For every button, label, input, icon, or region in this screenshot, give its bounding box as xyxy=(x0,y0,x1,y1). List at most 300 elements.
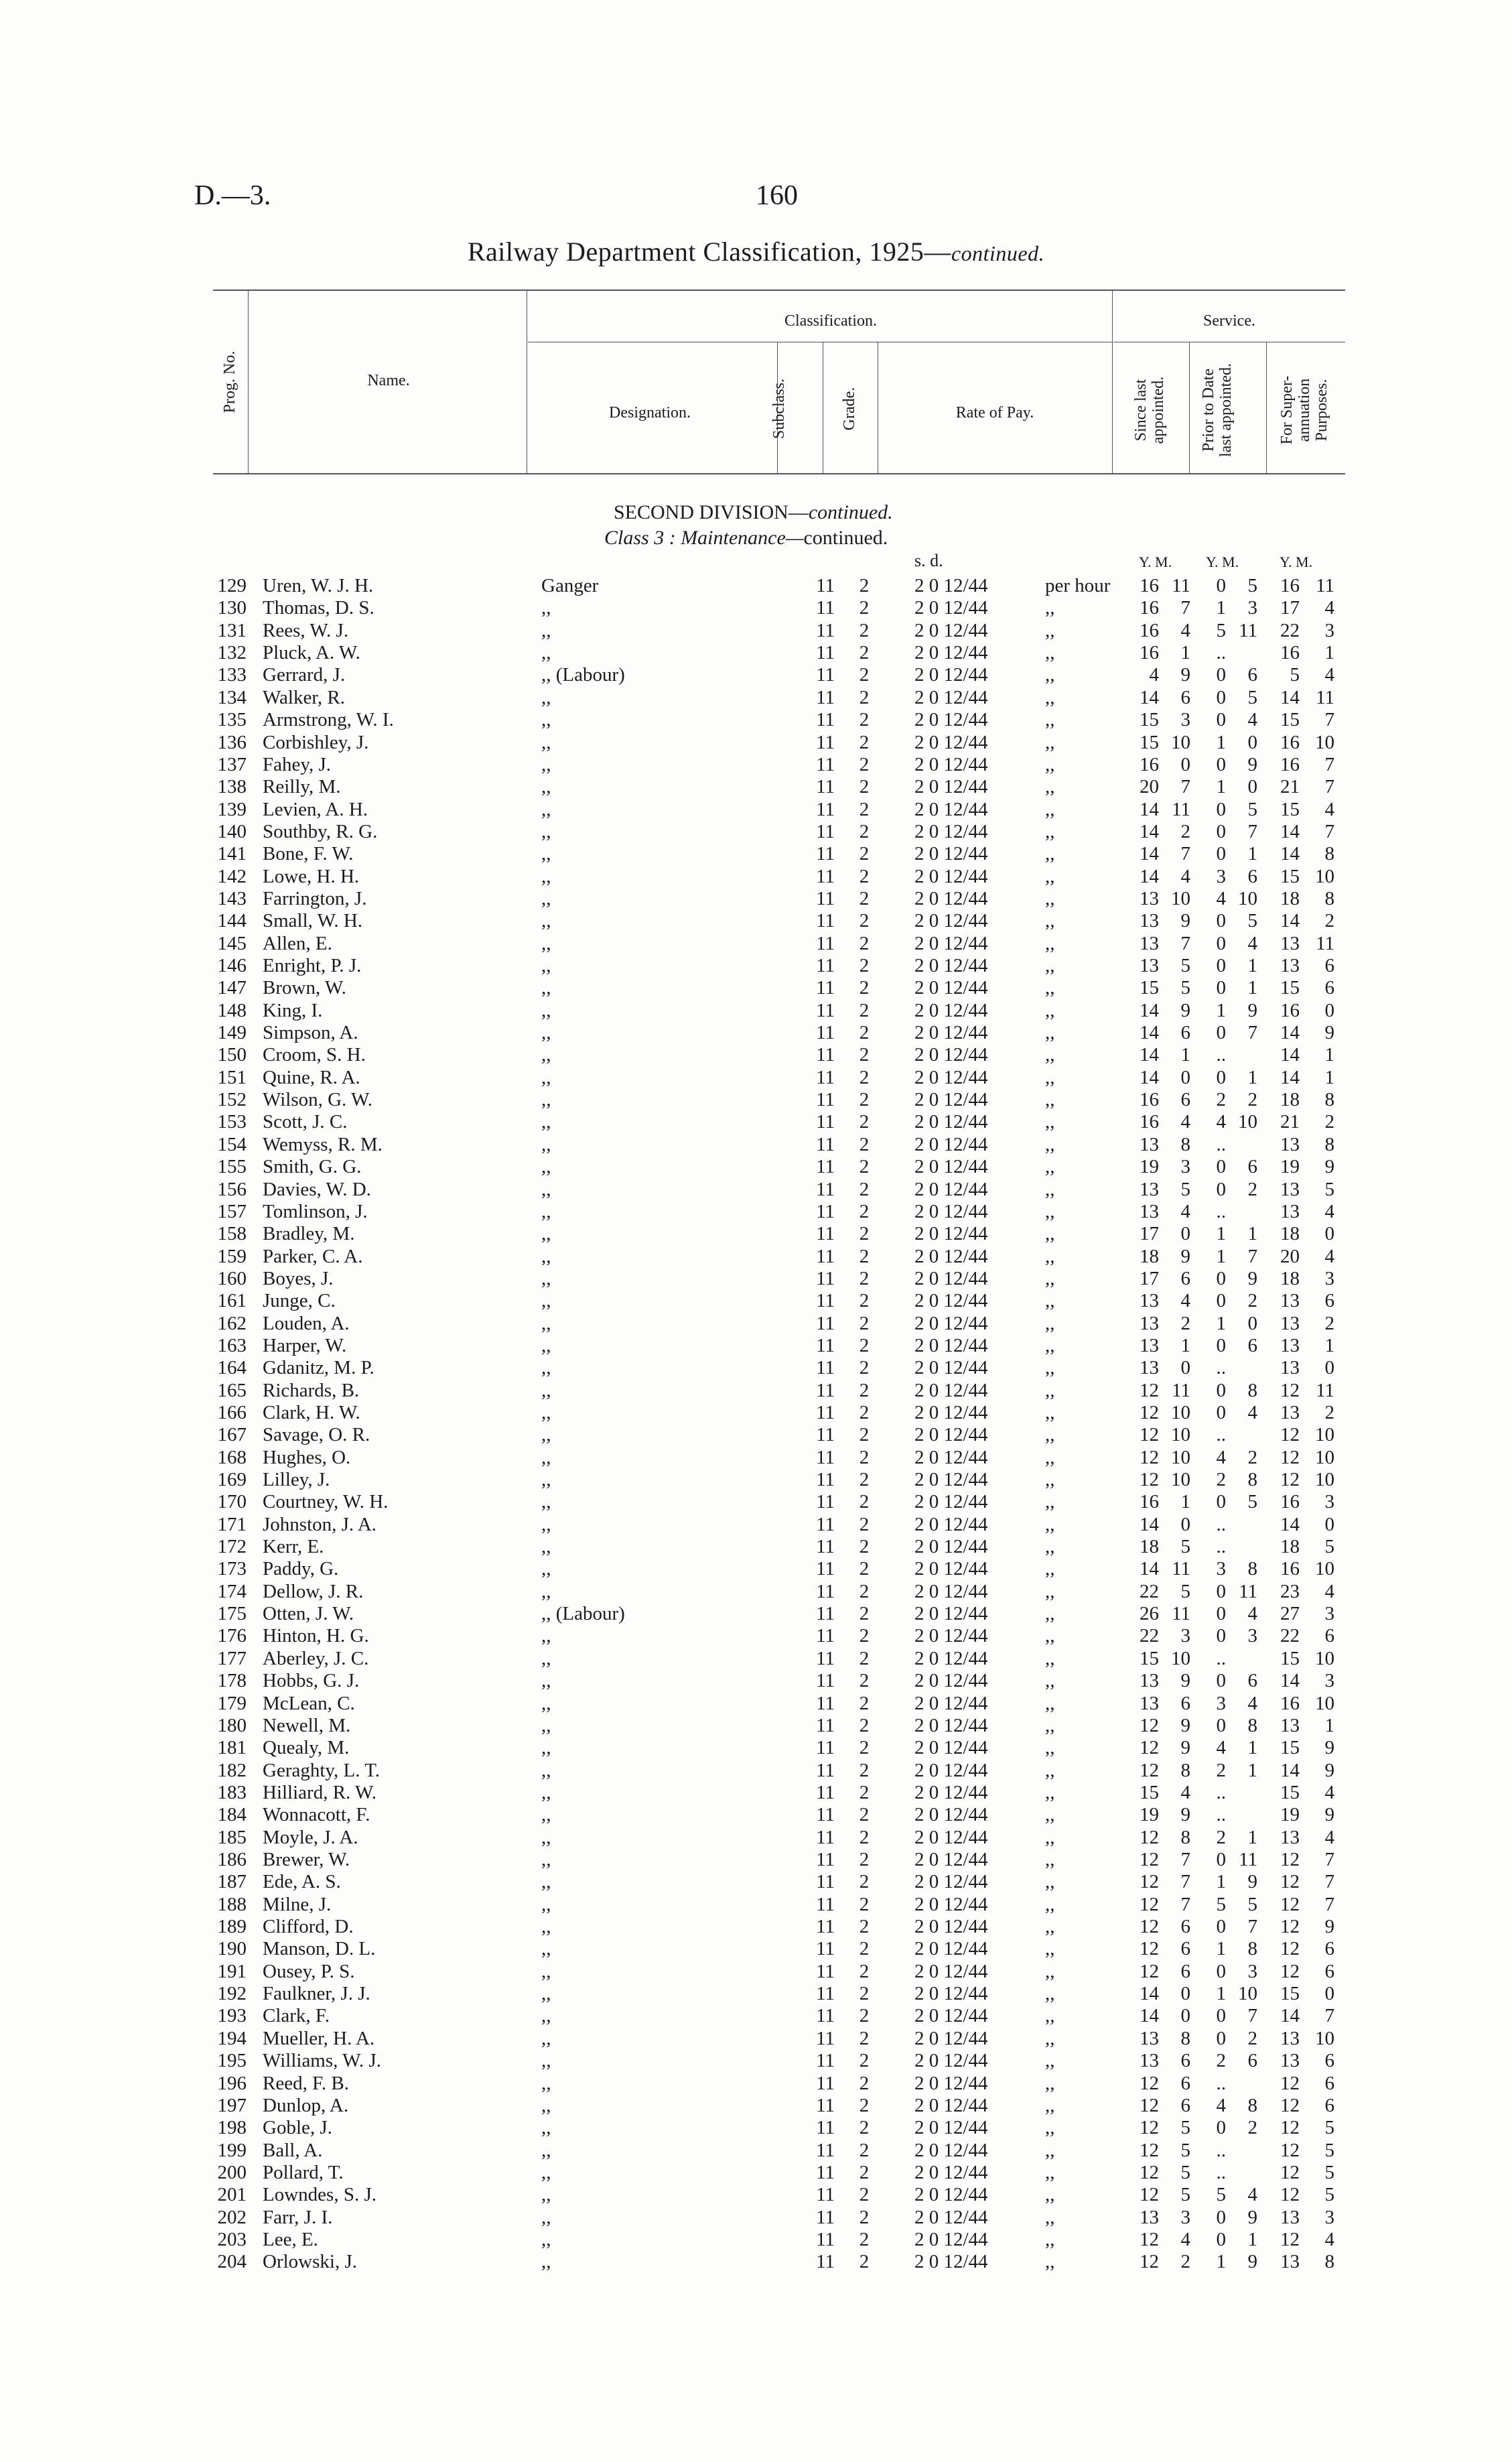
row-prog-no: 141 xyxy=(217,843,247,865)
row-super-years: 13 xyxy=(1280,1401,1300,1423)
row-rate-unit: ,, xyxy=(1045,1022,1055,1043)
row-grade: 2 xyxy=(859,1357,870,1379)
row-grade: 2 xyxy=(859,597,870,619)
row-since-years: 19 xyxy=(1140,1804,1159,1826)
row-rate-unit: ,, xyxy=(1045,2027,1055,2049)
col-divider xyxy=(1189,342,1190,474)
row-designation: ,, xyxy=(541,843,551,865)
row-prior-years: 0 xyxy=(1216,1022,1226,1043)
row-prog-no: 177 xyxy=(217,1647,247,1669)
row-designation: ,, xyxy=(541,1267,551,1289)
row-name: Farrington, J. xyxy=(263,887,367,909)
row-super-years: 19 xyxy=(1280,1804,1300,1826)
row-subclass: 11 xyxy=(816,2139,835,2161)
row-super-months: 6 xyxy=(1324,2050,1334,2072)
row-name: Hilliard, R. W. xyxy=(263,1781,376,1803)
row-prior-months: 1 xyxy=(1247,1066,1257,1088)
row-prior-years: 5 xyxy=(1216,1893,1226,1915)
row-rate-unit: ,, xyxy=(1045,820,1055,842)
row-prior-months: 9 xyxy=(1247,999,1257,1021)
row-prior-months: 4 xyxy=(1247,1401,1257,1423)
row-since-years: 17 xyxy=(1140,1223,1159,1245)
row-designation: ,, xyxy=(541,2251,551,2273)
row-grade: 2 xyxy=(859,820,870,842)
table-row xyxy=(0,597,1512,619)
row-prior-years: 0 xyxy=(1216,977,1226,999)
row-prior-years: .. xyxy=(1216,1424,1226,1446)
row-prog-no: 155 xyxy=(217,1156,247,1178)
row-prior-years: 1 xyxy=(1216,776,1226,798)
row-designation: ,, xyxy=(541,1781,551,1803)
row-grade: 2 xyxy=(859,686,870,708)
row-prog-no: 165 xyxy=(217,1379,247,1401)
row-prior-years: 4 xyxy=(1216,1111,1226,1133)
row-designation: ,, xyxy=(541,1871,551,1893)
row-prog-no: 167 xyxy=(217,1424,247,1446)
row-grade: 2 xyxy=(859,887,870,909)
row-rate: 2 0 12/44 xyxy=(914,1759,988,1781)
row-since-months: 9 xyxy=(1180,999,1190,1021)
row-prog-no: 129 xyxy=(217,575,247,596)
row-since-years: 17 xyxy=(1140,1267,1159,1289)
row-since-years: 15 xyxy=(1140,1781,1159,1803)
row-super-years: 14 xyxy=(1280,1513,1300,1535)
row-rate: 2 0 12/44 xyxy=(914,753,988,775)
row-prog-no: 168 xyxy=(217,1446,247,1468)
row-super-years: 14 xyxy=(1280,1022,1300,1043)
row-prior-months: 9 xyxy=(1247,1267,1257,1289)
row-grade: 2 xyxy=(859,709,870,731)
row-prior-months: 1 xyxy=(1247,1223,1257,1245)
row-rate-unit: ,, xyxy=(1045,1916,1055,1937)
row-prog-no: 202 xyxy=(217,2206,247,2228)
row-super-months: 8 xyxy=(1324,887,1334,909)
row-super-years: 13 xyxy=(1280,955,1300,976)
row-prior-years: 3 xyxy=(1216,1558,1226,1580)
row-rate: 2 0 12/44 xyxy=(914,1424,988,1446)
row-prog-no: 197 xyxy=(217,2094,247,2116)
row-designation: ,, xyxy=(541,1334,551,1356)
row-since-months: 5 xyxy=(1180,955,1190,976)
row-prog-no: 134 xyxy=(217,686,247,708)
row-designation: ,, xyxy=(541,1401,551,1423)
row-grade: 2 xyxy=(859,2161,870,2183)
row-super-years: 14 xyxy=(1280,1066,1300,1088)
row-super-years: 23 xyxy=(1280,1580,1300,1602)
division-heading xyxy=(614,501,893,524)
row-super-months: 4 xyxy=(1324,1245,1334,1267)
row-grade: 2 xyxy=(859,1424,870,1446)
row-grade: 2 xyxy=(859,955,870,976)
row-prog-no: 204 xyxy=(217,2251,247,2273)
row-rate-unit: ,, xyxy=(1045,1983,1055,2005)
row-since-years: 20 xyxy=(1140,776,1159,798)
row-super-months: 4 xyxy=(1324,1200,1334,1222)
row-designation: ,, xyxy=(541,1893,551,1915)
row-since-months: 4 xyxy=(1180,619,1190,641)
row-prog-no: 133 xyxy=(217,664,247,686)
row-super-years: 12 xyxy=(1280,1469,1300,1490)
row-prior-months: 3 xyxy=(1247,597,1257,619)
row-since-months: 9 xyxy=(1180,1804,1190,1826)
row-super-months: 6 xyxy=(1324,1960,1334,1982)
row-since-months: 5 xyxy=(1180,1178,1190,1200)
row-super-months: 7 xyxy=(1324,2005,1334,2027)
table-row xyxy=(0,1983,1512,2005)
row-designation: ,, xyxy=(541,686,551,708)
col-divider xyxy=(1112,289,1113,474)
row-prior-months: 1 xyxy=(1247,1737,1257,1759)
row-super-months: 8 xyxy=(1324,2251,1334,2273)
row-since-years: 14 xyxy=(1140,1558,1159,1580)
row-subclass: 11 xyxy=(816,955,835,976)
row-grade: 2 xyxy=(859,798,870,820)
row-name: Allen, E. xyxy=(263,932,332,954)
row-designation: ,, xyxy=(541,798,551,820)
row-subclass: 11 xyxy=(816,709,835,731)
col-subclass: Subclass. xyxy=(770,379,788,439)
row-prior-years: 0 xyxy=(1216,932,1226,954)
row-since-years: 12 xyxy=(1140,1379,1159,1401)
row-prior-years: 0 xyxy=(1216,686,1226,708)
row-name: Dellow, J. R. xyxy=(263,1580,364,1602)
row-designation: ,, xyxy=(541,1178,551,1200)
row-since-months: 5 xyxy=(1180,2139,1190,2161)
row-since-years: 16 xyxy=(1140,1089,1159,1111)
row-rate: 2 0 12/44 xyxy=(914,1290,988,1312)
row-name: Uren, W. J. H. xyxy=(263,575,374,596)
row-grade: 2 xyxy=(859,1580,870,1602)
page-number: 160 xyxy=(756,180,798,211)
row-prog-no: 190 xyxy=(217,1938,247,1960)
row-prior-years: 1 xyxy=(1216,1312,1226,1334)
row-prog-no: 200 xyxy=(217,2161,247,2183)
class-label: Class 3 : xyxy=(604,527,676,549)
row-super-months: 4 xyxy=(1324,1580,1334,1602)
row-name: Manson, D. L. xyxy=(263,1938,376,1960)
row-rate-unit: ,, xyxy=(1045,776,1055,798)
row-since-months: 9 xyxy=(1180,910,1190,932)
row-subclass: 11 xyxy=(816,977,835,999)
row-rate-unit: ,, xyxy=(1045,999,1055,1021)
row-super-months: 9 xyxy=(1324,1804,1334,1826)
row-prior-months: 4 xyxy=(1247,932,1257,954)
row-prior-years: 1 xyxy=(1216,597,1226,619)
row-rate: 2 0 12/44 xyxy=(914,2117,988,2139)
row-since-years: 16 xyxy=(1140,753,1159,775)
row-subclass: 11 xyxy=(816,2117,835,2139)
row-rate: 2 0 12/44 xyxy=(914,1513,988,1535)
row-subclass: 11 xyxy=(816,1178,835,1200)
row-rate-unit: ,, xyxy=(1045,1848,1055,1870)
row-designation: ,, xyxy=(541,2206,551,2228)
row-name: King, I. xyxy=(263,999,323,1021)
row-name: Rees, W. J. xyxy=(263,619,349,641)
row-name: Courtney, W. H. xyxy=(263,1491,389,1513)
row-name: Wonnacott, F. xyxy=(263,1804,370,1826)
row-subclass: 11 xyxy=(816,1759,835,1781)
row-prior-years: 1 xyxy=(1216,731,1226,753)
row-prior-months: 7 xyxy=(1247,820,1257,842)
row-rate-unit: ,, xyxy=(1045,1133,1055,1155)
row-prog-no: 181 xyxy=(217,1737,247,1759)
row-rate-unit: ,, xyxy=(1045,1737,1055,1759)
row-prior-months: 8 xyxy=(1247,2094,1257,2116)
row-since-years: 12 xyxy=(1140,1893,1159,1915)
row-super-years: 12 xyxy=(1280,2161,1300,2183)
row-prior-months: 2 xyxy=(1247,2117,1257,2139)
row-prog-no: 149 xyxy=(217,1022,247,1043)
row-super-years: 12 xyxy=(1280,1893,1300,1915)
row-grade: 2 xyxy=(859,1513,870,1535)
row-prior-months: 9 xyxy=(1247,1871,1257,1893)
row-since-months: 9 xyxy=(1180,1670,1190,1692)
row-prior-months: 6 xyxy=(1247,1156,1257,1178)
col-since-last-appointed: Since last appointed. xyxy=(1132,376,1167,444)
row-rate-unit: ,, xyxy=(1045,1558,1055,1580)
row-rate-unit: per hour xyxy=(1045,575,1111,596)
row-prog-no: 191 xyxy=(217,1960,247,1982)
row-grade: 2 xyxy=(859,1647,870,1669)
row-designation: ,, xyxy=(541,910,551,932)
row-prior-years: 0 xyxy=(1216,1267,1226,1289)
row-grade: 2 xyxy=(859,2228,870,2250)
row-rate-unit: ,, xyxy=(1045,619,1055,641)
row-prior-months: 10 xyxy=(1238,1111,1257,1133)
row-grade: 2 xyxy=(859,1558,870,1580)
years-months-label: Y. M. xyxy=(1139,554,1172,570)
row-super-months: 2 xyxy=(1324,910,1334,932)
row-super-years: 13 xyxy=(1280,1178,1300,1200)
row-name: Brown, W. xyxy=(263,977,346,999)
row-subclass: 11 xyxy=(816,1357,835,1379)
row-super-years: 15 xyxy=(1280,709,1300,731)
row-prior-months: 6 xyxy=(1247,865,1257,887)
row-rate: 2 0 12/44 xyxy=(914,2139,988,2161)
table-row xyxy=(0,977,1512,999)
row-super-years: 12 xyxy=(1280,2184,1300,2206)
row-subclass: 11 xyxy=(816,1580,835,1602)
col-rate-of-pay: Rate of Pay. xyxy=(955,404,1034,422)
row-prior-months: 7 xyxy=(1247,2005,1257,2027)
row-designation: ,, xyxy=(541,1491,551,1513)
row-name: Tomlinson, J. xyxy=(263,1200,368,1222)
row-designation: ,, xyxy=(541,1424,551,1446)
row-grade: 2 xyxy=(859,1334,870,1356)
row-rate: 2 0 12/44 xyxy=(914,1804,988,1826)
table-row xyxy=(0,2117,1512,2139)
row-rate: 2 0 12/44 xyxy=(914,1848,988,1870)
row-designation: ,, xyxy=(541,1826,551,1848)
table-row xyxy=(0,1737,1512,1759)
table-row xyxy=(0,866,1512,888)
row-rate: 2 0 12/44 xyxy=(914,597,988,619)
row-prog-no: 136 xyxy=(217,731,247,753)
row-super-months: 10 xyxy=(1315,2027,1334,2049)
col-designation: Designation. xyxy=(609,404,691,422)
row-subclass: 11 xyxy=(816,887,835,909)
row-prior-months: 1 xyxy=(1247,977,1257,999)
row-rate-unit: ,, xyxy=(1045,1401,1055,1423)
row-rate: 2 0 12/44 xyxy=(914,1334,988,1356)
row-subclass: 11 xyxy=(816,1200,835,1222)
row-prog-no: 143 xyxy=(217,887,247,909)
row-prior-years: .. xyxy=(1216,1781,1226,1803)
table-row xyxy=(0,1447,1512,1469)
row-super-months: 5 xyxy=(1324,1536,1334,1558)
row-super-months: 5 xyxy=(1324,1178,1334,1200)
row-rate: 2 0 12/44 xyxy=(914,1469,988,1490)
row-name: Kerr, E. xyxy=(263,1536,324,1558)
row-prog-no: 198 xyxy=(217,2117,247,2139)
row-super-months: 1 xyxy=(1324,642,1334,663)
row-since-months: 6 xyxy=(1180,1267,1190,1289)
row-since-months: 2 xyxy=(1180,820,1190,842)
row-since-years: 13 xyxy=(1140,1357,1159,1379)
row-since-years: 14 xyxy=(1140,843,1159,865)
row-since-years: 13 xyxy=(1140,1670,1159,1692)
row-since-months: 3 xyxy=(1180,1625,1190,1647)
row-super-months: 6 xyxy=(1324,955,1334,976)
row-super-months: 6 xyxy=(1324,1625,1334,1647)
row-grade: 2 xyxy=(859,932,870,954)
row-designation: ,, (Labour) xyxy=(541,1603,625,1625)
row-rate: 2 0 12/44 xyxy=(914,1536,988,1558)
row-subclass: 11 xyxy=(816,1692,835,1714)
col-classification: Classification. xyxy=(784,312,877,330)
row-subclass: 11 xyxy=(816,1111,835,1133)
row-since-years: 12 xyxy=(1140,1960,1159,1982)
row-rate: 2 0 12/44 xyxy=(914,2050,988,2072)
row-super-months: 10 xyxy=(1315,1469,1334,1490)
row-rate-unit: ,, xyxy=(1045,1513,1055,1535)
row-rate: 2 0 12/44 xyxy=(914,887,988,909)
row-rate-unit: ,, xyxy=(1045,1692,1055,1714)
row-rate-unit: ,, xyxy=(1045,642,1055,663)
row-designation: ,, xyxy=(541,2184,551,2206)
row-super-months: 9 xyxy=(1324,1737,1334,1759)
table-row xyxy=(0,1603,1512,1625)
table-row xyxy=(0,1089,1512,1111)
row-prog-no: 152 xyxy=(217,1089,247,1111)
row-rate: 2 0 12/44 xyxy=(914,1893,988,1915)
row-designation: ,, xyxy=(541,642,551,663)
row-rate: 2 0 12/44 xyxy=(914,1267,988,1289)
row-rate: 2 0 12/44 xyxy=(914,999,988,1021)
row-rate: 2 0 12/44 xyxy=(914,1737,988,1759)
row-subclass: 11 xyxy=(816,1022,835,1043)
row-prior-months: 2 xyxy=(1247,1290,1257,1312)
row-designation: ,, xyxy=(541,1804,551,1826)
row-name: Southby, R. G. xyxy=(263,820,378,842)
row-super-months: 0 xyxy=(1324,1983,1334,2005)
row-grade: 2 xyxy=(859,1401,870,1423)
row-super-years: 14 xyxy=(1280,2005,1300,2027)
row-rate: 2 0 12/44 xyxy=(914,664,988,686)
row-prior-years: 0 xyxy=(1216,1848,1226,1870)
row-designation: ,, (Labour) xyxy=(541,664,625,686)
row-super-months: 5 xyxy=(1324,2161,1334,2183)
row-since-years: 26 xyxy=(1140,1603,1159,1625)
row-prior-years: 0 xyxy=(1216,1290,1226,1312)
row-rate: 2 0 12/44 xyxy=(914,2206,988,2228)
table-row xyxy=(0,1558,1512,1580)
row-designation: ,, xyxy=(541,1960,551,1982)
row-rate: 2 0 12/44 xyxy=(914,820,988,842)
row-subclass: 11 xyxy=(816,1804,835,1826)
row-grade: 2 xyxy=(859,575,870,596)
row-prog-no: 140 xyxy=(217,820,247,842)
row-designation: ,, xyxy=(541,753,551,775)
row-super-months: 4 xyxy=(1324,664,1334,686)
row-designation: ,, xyxy=(541,1469,551,1490)
row-prog-no: 159 xyxy=(217,1245,247,1267)
row-super-years: 13 xyxy=(1280,2251,1300,2273)
row-prog-no: 174 xyxy=(217,1580,247,1602)
row-since-months: 11 xyxy=(1172,1379,1190,1401)
row-prior-years: 0 xyxy=(1216,1401,1226,1423)
row-since-years: 14 xyxy=(1140,1044,1159,1066)
table-row xyxy=(0,687,1512,709)
row-name: Mueller, H. A. xyxy=(263,2027,375,2049)
row-designation: ,, xyxy=(541,619,551,641)
row-super-years: 12 xyxy=(1280,1446,1300,1468)
table-row xyxy=(0,2140,1512,2162)
table-row xyxy=(0,1581,1512,1603)
row-rate: 2 0 12/44 xyxy=(914,1826,988,1848)
row-prog-no: 201 xyxy=(217,2184,247,2206)
row-grade: 2 xyxy=(859,2251,870,2273)
row-subclass: 11 xyxy=(816,1245,835,1267)
row-super-years: 13 xyxy=(1280,2050,1300,2072)
row-designation: ,, xyxy=(541,820,551,842)
row-grade: 2 xyxy=(859,1133,870,1155)
row-since-months: 4 xyxy=(1180,1781,1190,1803)
row-grade: 2 xyxy=(859,1469,870,1490)
row-super-months: 4 xyxy=(1324,2228,1334,2250)
row-prior-months: 7 xyxy=(1247,1022,1257,1043)
row-grade: 2 xyxy=(859,776,870,798)
row-rate: 2 0 12/44 xyxy=(914,1312,988,1334)
table-row xyxy=(0,2050,1512,2072)
row-subclass: 11 xyxy=(816,999,835,1021)
row-grade: 2 xyxy=(859,1267,870,1289)
row-rate-unit: ,, xyxy=(1045,753,1055,775)
row-subclass: 11 xyxy=(816,1401,835,1423)
row-super-months: 3 xyxy=(1324,1670,1334,1692)
row-super-years: 15 xyxy=(1280,1737,1300,1759)
row-name: Wemyss, R. M. xyxy=(263,1133,383,1155)
table-row xyxy=(0,843,1512,865)
row-designation: ,, xyxy=(541,2072,551,2094)
row-super-years: 15 xyxy=(1280,1983,1300,2005)
row-subclass: 11 xyxy=(816,575,835,596)
row-grade: 2 xyxy=(859,865,870,887)
row-super-months: 6 xyxy=(1324,2094,1334,2116)
row-super-months: 4 xyxy=(1324,1826,1334,1848)
row-prior-years: 0 xyxy=(1216,1625,1226,1647)
row-designation: ,, xyxy=(541,2050,551,2072)
row-prior-months: 6 xyxy=(1247,1670,1257,1692)
row-subclass: 11 xyxy=(816,1424,835,1446)
row-rate-unit: ,, xyxy=(1045,1804,1055,1826)
row-subclass: 11 xyxy=(816,1916,835,1937)
row-prior-years: .. xyxy=(1216,642,1226,663)
row-since-months: 1 xyxy=(1180,1334,1190,1356)
row-rate-unit: ,, xyxy=(1045,977,1055,999)
years-months-label: Y. M. xyxy=(1206,554,1239,570)
table-row xyxy=(0,1022,1512,1044)
